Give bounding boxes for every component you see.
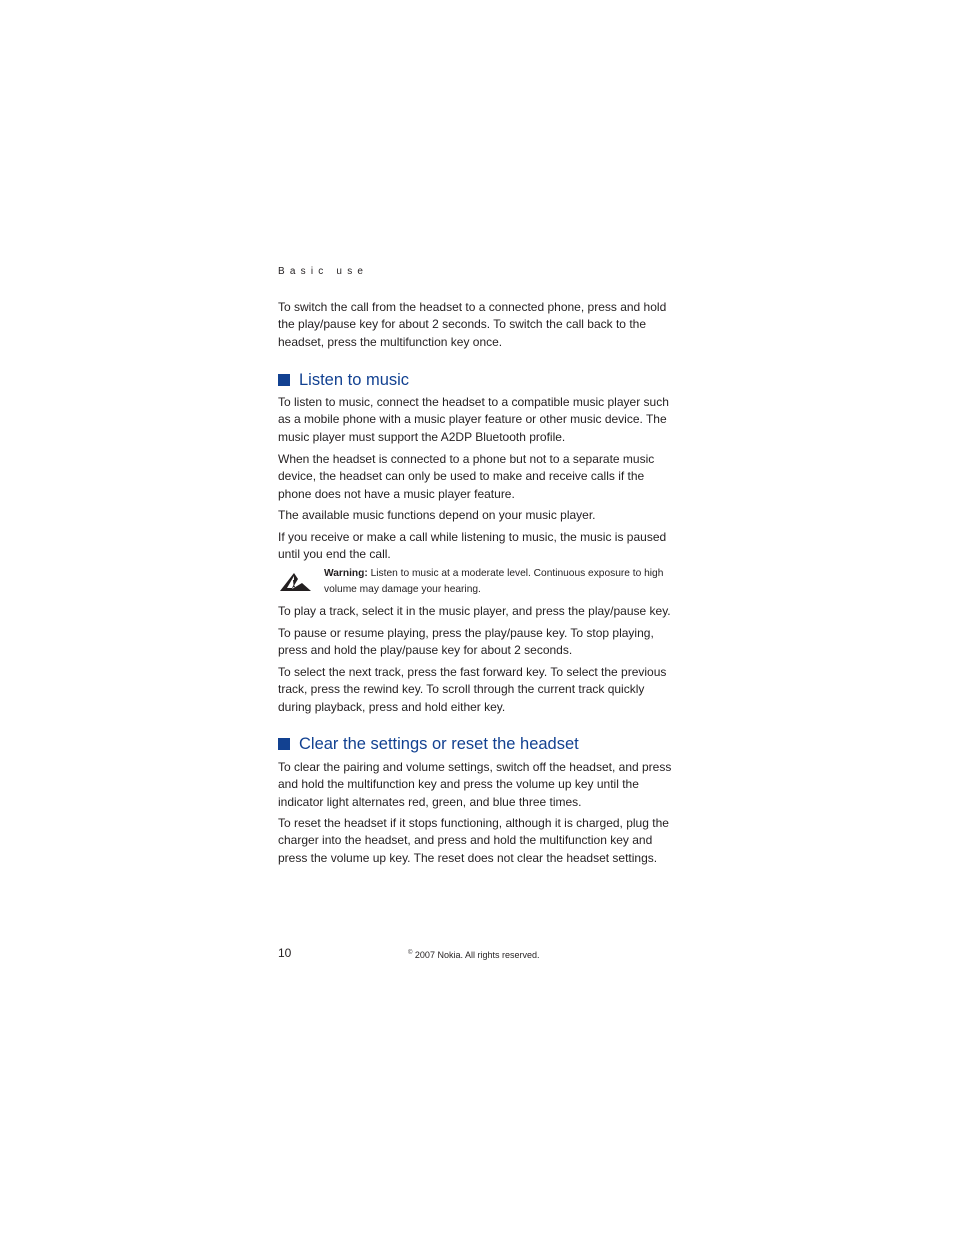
warning-triangle-icon [278, 571, 312, 593]
listen-to-music-heading [278, 370, 678, 390]
copyright-symbol: © [408, 950, 413, 956]
listen-call-paragraph: If you receive or make a call while listening to music, the music is paused until you end the call. [278, 530, 667, 562]
heading-square-icon [278, 374, 290, 386]
reset-headset-paragraph: To reset the headset if it stops functioning, although it is charged, plug the charger into the headset, and press and hold the multifunction key and press the volume up key. The reset does not clear the headset settings. [278, 816, 669, 865]
warning-body: Listen to music at a moderate level. Continuous exposure to high volume may damage your hearing. [324, 568, 664, 595]
warning-label: Warning: [324, 568, 368, 579]
listen-connected-paragraph: When the headset is connected to a phone but not to a separate music device, the headset can only be used to make and receive calls if the phone does not have a music player feature. [278, 452, 655, 501]
switch-call-paragraph: To switch the call from the headset to a connected phone, press and hold the play/pause key for about 2 seconds. To switch the call back to the headset, press the multifunction key once. [278, 300, 667, 349]
clear-settings-heading [278, 734, 678, 754]
page-number: 10 [278, 946, 292, 960]
listen-to-music-heading-text: Listen to music [299, 371, 410, 389]
clear-pairing-paragraph: To clear the pairing and volume settings, switch off the headset, and press and hold the multifunction key and press the volume up key until the indicator light alternates red, green, and blue three times. [278, 760, 672, 809]
clear-settings-heading-text: Clear the settings or reset the headset [299, 735, 579, 753]
copyright-text: 2007 Nokia. All rights reserved. [412, 950, 540, 960]
play-track-paragraph: To play a track, select it in the music player, and press the play/pause key. [278, 604, 671, 618]
heading-square-icon [278, 738, 290, 750]
warning-text [324, 566, 678, 598]
listen-intro-paragraph: To listen to music, connect the headset to a compatible music player such as a mobile phone with a music player feature or other music device. The music player must support the A2DP Bluetooth profile. [278, 395, 669, 444]
warning-note [278, 566, 678, 602]
listen-functions-paragraph: The available music functions depend on your music player. [278, 508, 596, 522]
select-track-paragraph: To select the next track, press the fast forward key. To select the previous track, press the rewind key. To scroll through the current track quickly during playback, press and hold either key. [278, 665, 667, 714]
section-header: Basic use [278, 266, 369, 277]
pause-resume-paragraph: To pause or resume playing, press the play/pause key. To stop playing, press and hold the play/pause key for about 2 seconds. [278, 626, 654, 658]
copyright-notice [408, 950, 540, 960]
